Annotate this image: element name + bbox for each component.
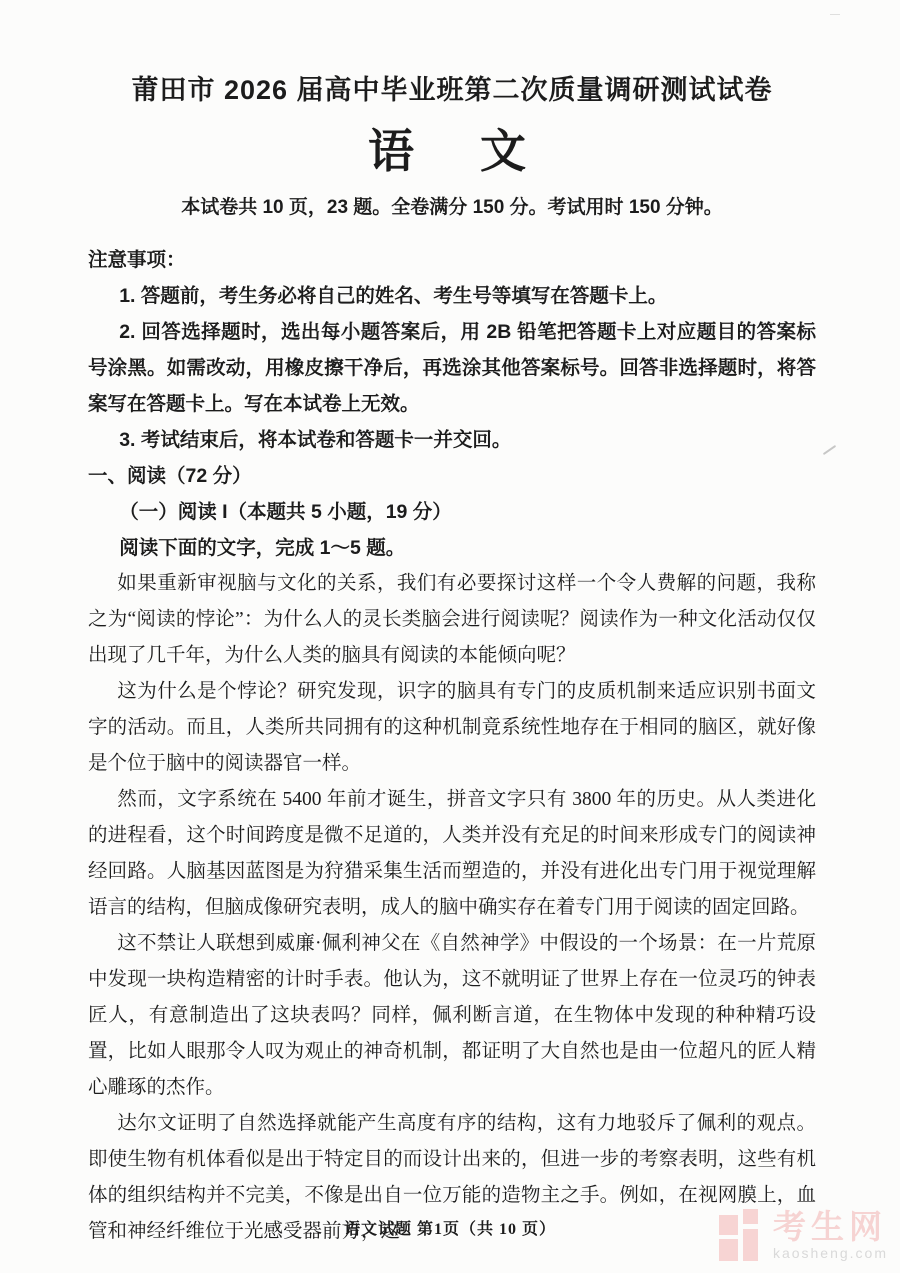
subsection-heading: （一）阅读 I（本题共 5 小题，19 分） <box>119 501 452 523</box>
notice-heading: 注意事项： <box>88 249 186 271</box>
kaosheng-logo-icon <box>719 1209 763 1261</box>
notice-section <box>88 242 816 458</box>
kaosheng-watermark <box>719 1209 888 1261</box>
paper-title: 莆田市 2026 届高中毕业班第二次质量调研测试试卷 <box>131 75 773 105</box>
passage-paragraph: 然而，文字系统在 5400 年前才诞生，拼音文字只有 3800 年的历史。从人类进化的进程看，这个时间跨度是微不足道的，人类并没有充足的时间来形成专门的阅读神经回路。人脑基因蓝图是为狩猎采集生活而塑造的，并没有进化出专门用于视觉理解语言的结构，但脑成像研究表明，成人的脑中确实存在着专门用于阅读的固定回路。 <box>88 789 816 918</box>
scan-artifact <box>830 14 840 15</box>
watermark-text <box>773 1210 888 1260</box>
exam-info-line: 本试卷共 10 页，23 题。全卷满分 150 分。考试用时 150 分钟。 <box>181 197 723 218</box>
reading-section <box>88 458 816 566</box>
reading-instruction: 阅读下面的文字，完成 1～5 题。 <box>119 537 406 559</box>
notice-item-3: 3. 考试结束后，将本试卷和答题卡一并交回。 <box>119 429 512 451</box>
watermark-brand-text: 考生网 <box>772 1208 887 1245</box>
section-heading: 一、阅读（72 分） <box>88 465 252 487</box>
notice-item-1: 1. 答题前，考生务必将自己的姓名、考生号等填写在答题卡上。 <box>119 285 668 307</box>
notice-item-2: 2. 回答选择题时，选出每小题答案后，用 2B 铅笔把答题卡上对应题目的答案标号涂黑。如需改动，用橡皮擦干净后，再选涂其他答案标号。回答非选择题时，将答案写在答题卡上。写在本试卷上无效。 <box>88 321 816 415</box>
watermark-domain-text: kaosheng.com <box>772 1245 888 1261</box>
subject-title: 语 文 <box>368 125 536 177</box>
page-number-label: 语文试题 第1页（共 10 页） <box>343 1221 556 1238</box>
passage-paragraph: 这为什么是个悖论？研究发现，识字的脑具有专门的皮质机制来适应识别书面文字的活动。而且，人类所共同拥有的这种机制竟系统性地存在于相同的脑区，就好像是个位于脑中的阅读器官一样。 <box>88 681 816 774</box>
passage-paragraph: 这不禁让人联想到威廉·佩利神父在《自然神学》中假设的一个场景：在一片荒原中发现一块构造精密的计时手表。他认为，这不就明证了世界上存在一位灵巧的钟表匠人，有意制造出了这块表吗？同样，佩利断言道，在生物体中发现的种种精巧设置，比如人眼那令人叹为观止的神奇机制，都证明了大自然也是由一位超凡的匠人精心雕琢的杰作。 <box>88 933 816 1098</box>
passage-paragraph: 达尔文证明了自然选择就能产生高度有序的结构，这有力地驳斥了佩利的观点。即使生物有机体看似是出于特定目的而设计出来的，但进一步的考察表明，这些有机体的组织结构并不完美，不像是出自一位万能的造物主之手。例如，在视网膜上，血管和神经纤维位于光感受器前方，这 <box>88 1113 816 1242</box>
passage-body <box>88 566 816 1250</box>
passage-paragraph: 如果重新审视脑与文化的关系，我们有必要探讨这样一个令人费解的问题，我称之为“阅读的悖论”：为什么人的灵长类脑会进行阅读呢？阅读作为一种文化活动仅仅出现了几千年，为什么人类的脑具有阅读的本能倾向呢？ <box>88 573 816 666</box>
